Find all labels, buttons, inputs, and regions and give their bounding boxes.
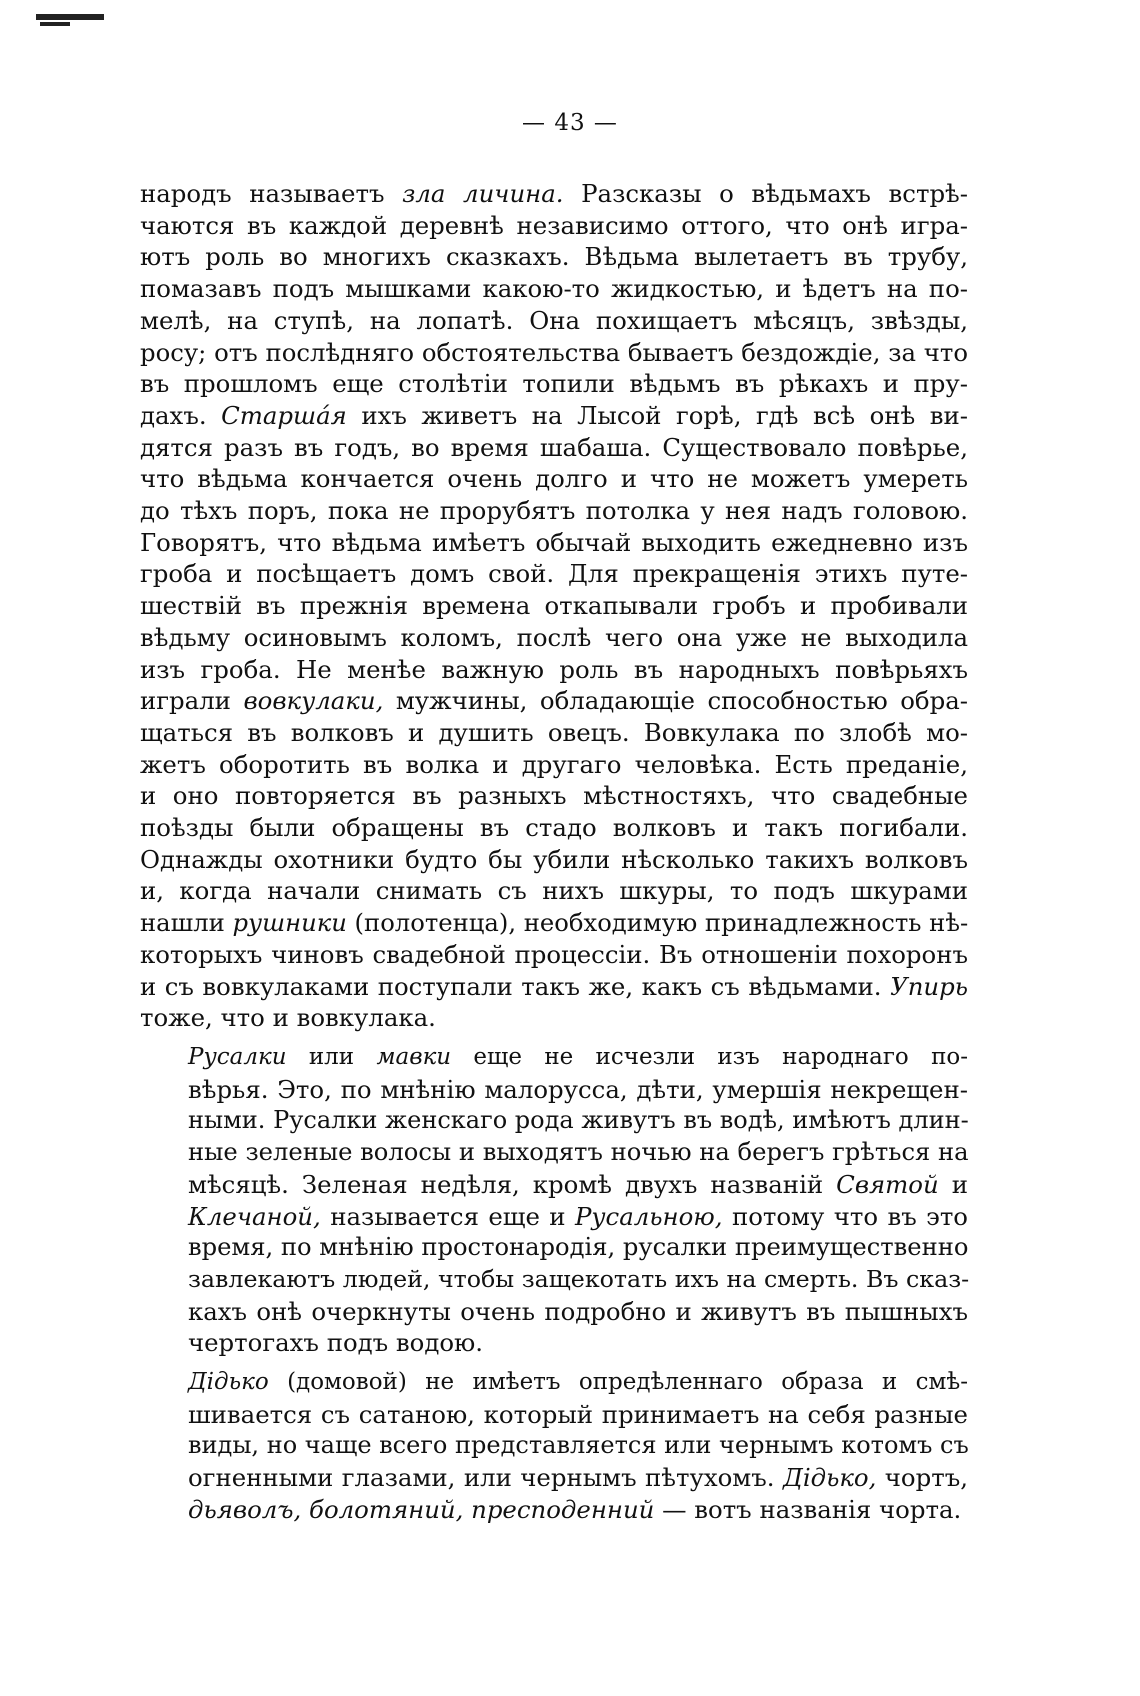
italic-term: Старшáя [221,400,347,430]
text-line: нашли рушники (полотенца), необходимую принадлежность нѣ- [140,908,969,938]
text-line: шествій въ прежнія времена откапывали гробъ и пробивали [140,591,968,621]
text-line: ные зеленые волосы и выходятъ ночью на берегъ грѣться на [188,1138,969,1167]
text-line: щаться въ волковъ и душить овецъ. Вовкулака по злобѣ мо- [140,717,968,747]
text-line: вѣдьму осиновымъ коломъ, послѣ чего она уже не выходила [140,622,968,652]
italic-term: Святой [836,1169,939,1199]
text-line: ютъ роль во многихъ сказкахъ. Вѣдьма вылетаетъ въ трубу, [140,242,968,272]
paragraph [140,1042,968,1359]
paragraph [140,178,968,1034]
text-line: мѣсяцѣ. Зеленая недѣля, кромѣ двухъ названій Святой и [188,1169,968,1199]
text-line: жетъ оборотить въ волка и другаго человѣка. Есть преданіе, [140,749,968,779]
scan-artifact [36,14,104,20]
italic-term: зла личина. [402,179,564,208]
text-line: ными. Русалки женскаго рода живутъ въ водѣ, имѣютъ длин- [188,1106,969,1135]
text-line: шивается съ сатаною, который принимаетъ на себя разные [188,1399,968,1429]
text-line: Однажды охотники будто бы убили нѣсколько такихъ волковъ [140,844,968,874]
text-line: гроба и посѣщаетъ домъ свой. Для прекращенія этихъ путе- [140,559,968,589]
italic-term: рушники [232,908,347,938]
page-number: — 43 — [522,110,618,136]
text-line: изъ гроба. Не менѣе важную роль въ народныхъ повѣрьяхъ [140,654,968,684]
italic-term: Упирь [890,971,968,1001]
italic-term: дьяволъ, болотяний, пресподенний [188,1494,655,1524]
italic-term: Клечаной, [188,1201,321,1231]
text-line: росу; отъ послѣдняго обстоятельства бываетъ бездождіе, за что [140,337,968,367]
body-text [140,178,968,1526]
text-line: огненными глазами, или чернымъ пѣтухомъ. Дідько, чортъ, [188,1463,968,1493]
text-line: время, по мнѣнію простонародія, русалки преимущественно [188,1233,969,1262]
text-line: играли вовкулаки, мужчины, обладающіе способностью обра- [140,686,968,716]
text-line: Дідько (домовой) не имѣетъ опредѣленнаго образа и смѣ- [188,1369,968,1396]
text-line: чертогахъ подъ водою. [188,1328,484,1358]
text-line: дятся разъ въ годъ, во время шабаша. Существовало повѣрье, [140,432,968,462]
text-line: въ прошломъ еще столѣтіи топили вѣдьмъ въ рѣкахъ и пру- [140,369,968,399]
text-line: завлекаютъ людей, чтобы защекотать ихъ на смерть. Въ сказ- [188,1264,970,1293]
text-line: которыхъ чиновъ свадебной процессіи. Въ отношеніи похоронъ [140,939,968,969]
italic-term: Дідько, [782,1463,877,1493]
italic-term: Дідько [188,1369,269,1396]
paragraph [140,1367,968,1526]
text-line: Клечаной, называется еще и Русальною, потому что въ это [188,1201,968,1231]
italic-term: Русальною, [574,1201,723,1231]
text-line: виды, но чаще всего представляется или чернымъ котомъ съ [188,1431,969,1460]
text-line: кахъ онѣ очеркнуты очень подробно и живутъ въ пышныхъ [188,1296,968,1326]
text-line: Говорятъ, что вѣдьма имѣетъ обычай выходить ежедневно изъ [140,527,968,557]
text-line: чаются въ каждой деревнѣ независимо оттого, что онѣ игра- [140,210,968,240]
text-line: тоже, что и вовкулака. [140,1003,436,1033]
text-line: и съ вовкулаками поступали такъ же, какъ съ вѣдьмами. Упирь [140,971,968,1001]
text-line: вѣрья. Это, по мнѣнію малорусса, дѣти, умершія некрещен- [188,1074,968,1104]
text-line: народъ называетъ зла личина. Разсказы о вѣдьмахъ встрѣ- [140,179,969,208]
text-line: мелѣ, на ступѣ, на лопатѣ. Она похищаетъ мѣсяцъ, звѣзды, [140,305,968,335]
text-line: дьяволъ, болотяний, пресподенний — вотъ названія чорта. [188,1494,962,1524]
text-line: что вѣдьма кончается очень долго и что не можетъ умереть [140,464,968,494]
text-line: Русалки или мавки еще не исчезли изъ народнаго по- [188,1043,968,1070]
italic-term: Русалки [188,1043,287,1070]
text-line: и оно повторяется въ разныхъ мѣстностяхъ, что свадебные [140,781,968,811]
scan-artifact [40,22,70,26]
text-line: и, когда начали снимать съ нихъ шкуры, то подъ шкурами [140,876,968,906]
text-line: помазавъ подъ мышками какою-то жидкостью, и ѣдетъ на по- [140,274,968,304]
italic-term: мавки [376,1043,452,1070]
italic-term: вовкулаки, [243,686,384,716]
text-line: до тѣхъ поръ, пока не прорубятъ потолка у нея надъ головою. [140,496,968,526]
text-line: поѣзды были обращены въ стадо волковъ и такъ погибали. [140,813,968,843]
text-line: дахъ. Старшáя ихъ живетъ на Лысой горѣ, гдѣ всѣ онѣ ви- [140,400,968,430]
